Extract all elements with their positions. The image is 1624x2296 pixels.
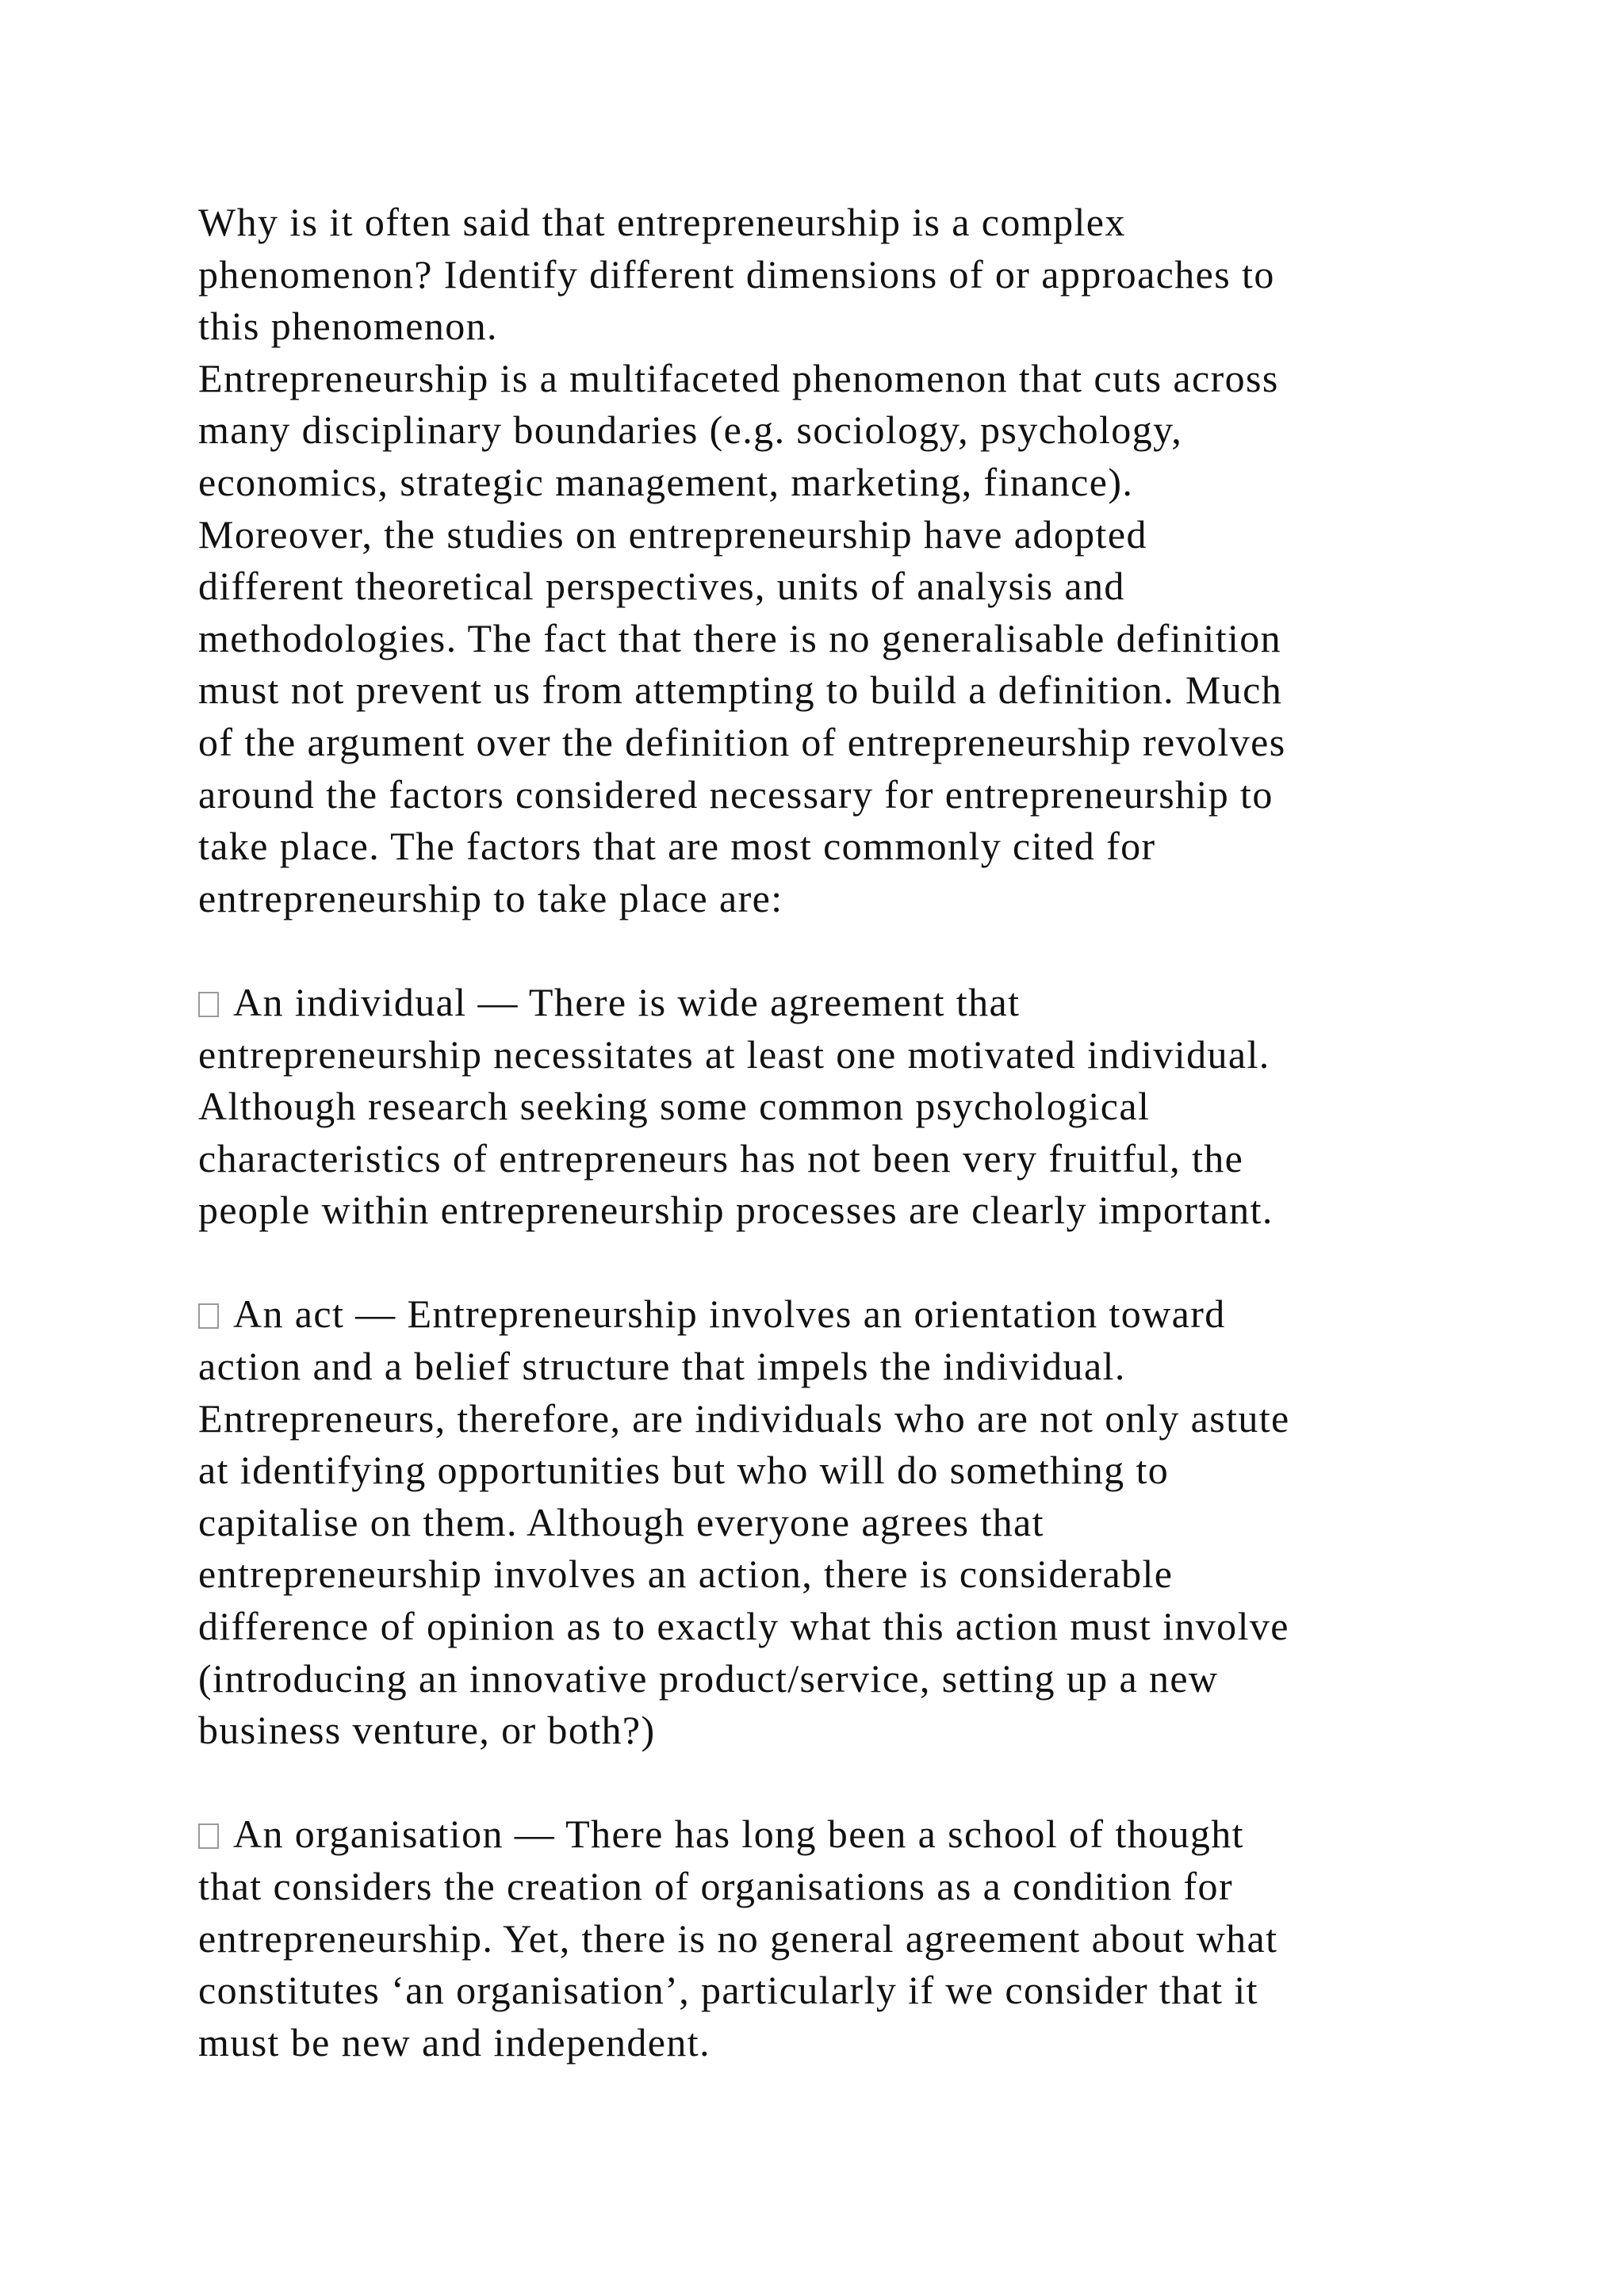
missing-glyph-box-icon [198, 1303, 219, 1329]
text-line: Why is it often said that entrepreneurship is a complex [198, 200, 1126, 244]
text-line: action and a belief structure that impels the individual. [198, 1344, 1126, 1389]
bullet-text: An individual — There is wide agreement that [233, 979, 1021, 1024]
text-line [198, 1808, 1499, 1861]
text-line: around the factors considered necessary for entrepreneurship to [198, 771, 1274, 817]
text-line: characteristics of entrepreneurs has not been very fruitful, the [198, 1135, 1244, 1181]
missing-glyph-box-icon [198, 992, 219, 1017]
text-line: entrepreneurship. Yet, there is no general agreement about what [198, 1915, 1278, 1961]
text-line: at identifying opportunities but who will do something to [198, 1448, 1170, 1493]
text-line: Entrepreneurs, therefore, are individuals who are not only astute [198, 1395, 1290, 1441]
text-line [198, 977, 1499, 1029]
document-body [198, 197, 1499, 2068]
intro-paragraph [198, 353, 1499, 925]
text-line: entrepreneurship necessitates at least one motivated individual. [198, 1031, 1270, 1077]
text-line: must not prevent us from attempting to build a definition. Much [198, 668, 1283, 713]
text-line: take place. The factors that are most commonly cited for [198, 824, 1156, 869]
text-line: this phenomenon. [198, 304, 498, 349]
bullet-organisation [198, 1808, 1499, 2068]
text-line: of the argument over the definition of entrepreneurship revolves [198, 719, 1286, 764]
text-line: must be new and independent. [198, 2019, 710, 2064]
text-line: difference of opinion as to exactly what this action must involve [198, 1604, 1289, 1649]
bullet-text: An act — Entrepreneurship involves an orientation toward [233, 1292, 1226, 1337]
text-line: capitalise on them. Although everyone agrees that [198, 1499, 1044, 1544]
text-line: many disciplinary boundaries (e.g. sociology, psychology, [198, 408, 1183, 453]
blank-line [198, 1757, 1499, 1809]
text-line: Although research seeking some common psychological [198, 1084, 1151, 1129]
text-line: business venture, or both?) [198, 1708, 656, 1753]
missing-glyph-box-icon [198, 1823, 219, 1849]
bullet-individual [198, 977, 1499, 1237]
bullet-act [198, 1288, 1499, 1756]
text-line: entrepreneurship to take place are: [198, 875, 783, 920]
text-line: that considers the creation of organisations as a condition for [198, 1864, 1233, 1908]
bullet-text: An organisation — There has long been a school of thought [233, 1812, 1244, 1857]
text-line: Moreover, the studies on entrepreneurship have adopted [198, 511, 1147, 557]
blank-line [198, 1237, 1499, 1289]
blank-line [198, 924, 1499, 977]
text-line: phenomenon? Identify different dimensions of or approaches to [198, 251, 1275, 297]
text-line: different theoretical perspectives, units of analysis and [198, 564, 1125, 609]
text-line: constitutes ‘an organisation’, particularly if we consider that it [198, 1968, 1258, 2013]
text-line: economics, strategic management, marketing, finance). [198, 459, 1134, 504]
text-line: (introducing an innovative product/service, setting up a new [198, 1655, 1219, 1701]
text-line: people within entrepreneurship processes are clearly important. [198, 1188, 1274, 1233]
text-line: methodologies. The fact that there is no generalisable definition [198, 615, 1282, 660]
text-line [198, 1288, 1499, 1341]
text-line: entrepreneurship involves an action, there is considerable [198, 1552, 1174, 1597]
text-line: Entrepreneurship is a multifaceted phenomenon that cuts across [198, 355, 1279, 400]
question-paragraph [198, 197, 1499, 353]
